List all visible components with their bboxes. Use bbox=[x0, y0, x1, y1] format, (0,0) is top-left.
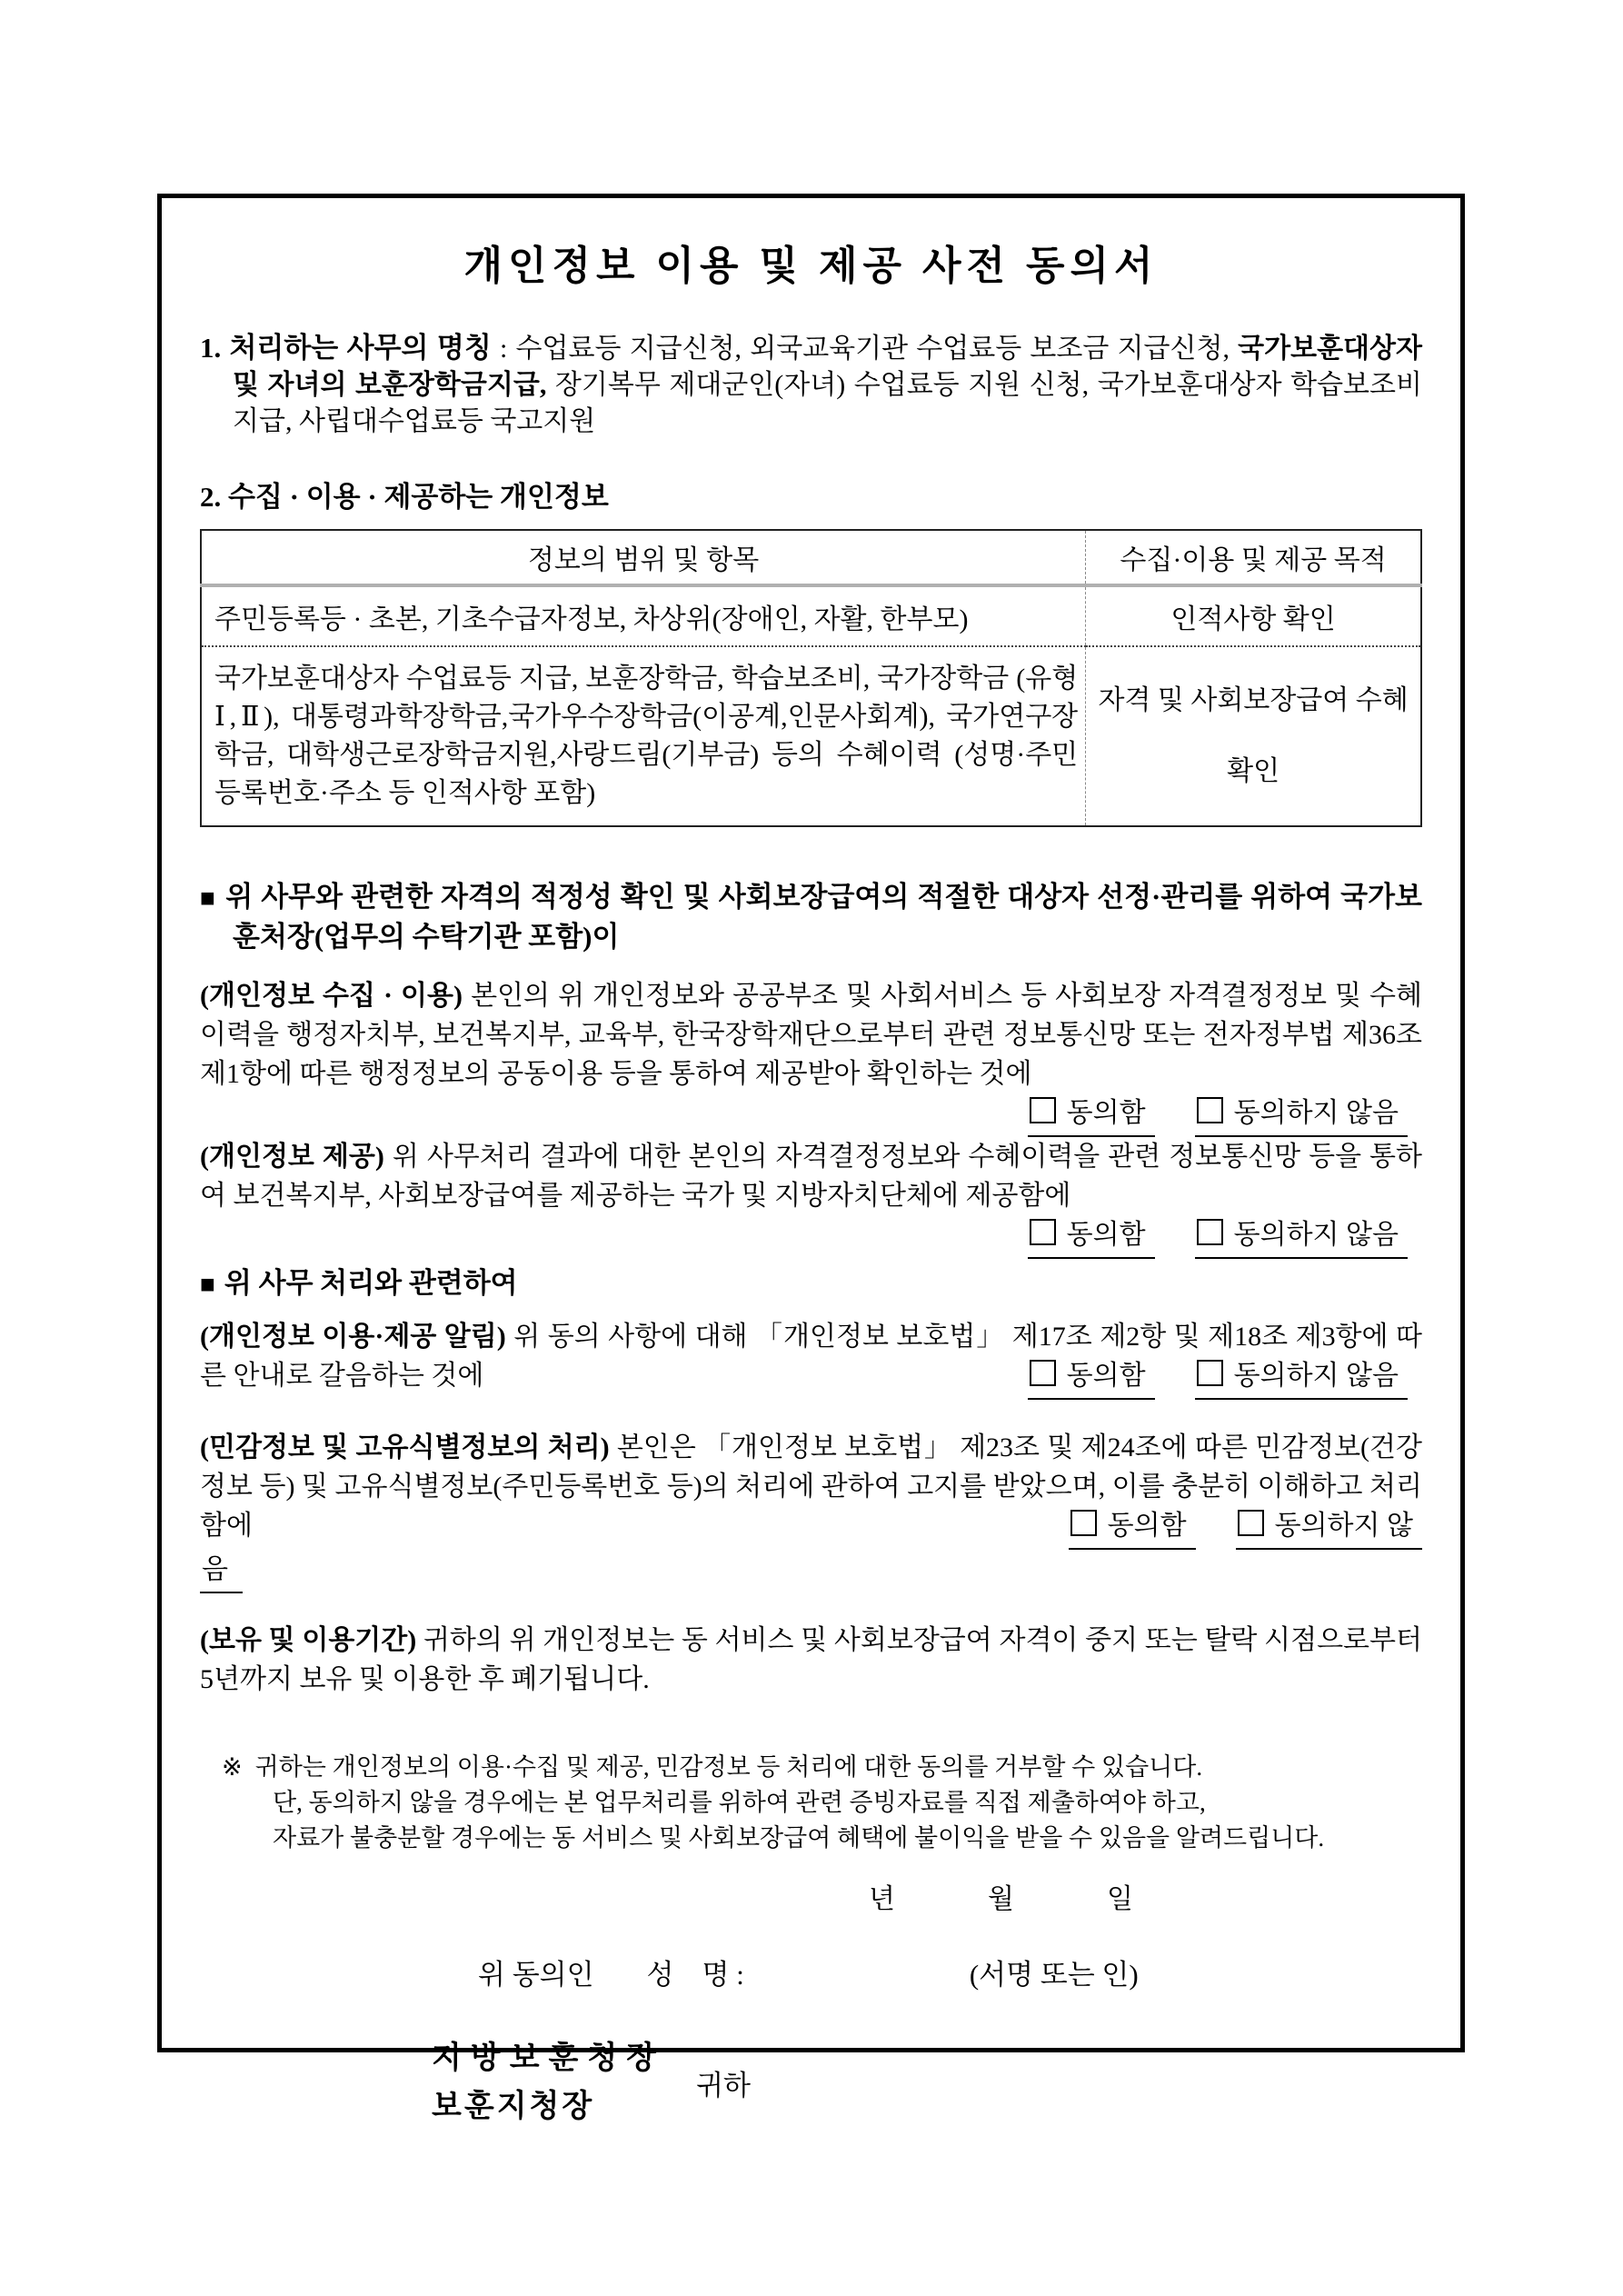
disagree-label: 동의하지 않음 bbox=[1233, 1220, 1399, 1251]
checkbox-icon[interactable] bbox=[1197, 1219, 1223, 1245]
checkbox-icon[interactable] bbox=[1030, 1219, 1056, 1245]
consent-provision-text: 위 사무처리 결과에 대한 본인의 자격결정정보와 수혜이력을 관련 정보통신망 등을 통하여 보건복지부, 사회보장급여를 제공하는 국가 및 지방자치단체에 제공함에 bbox=[200, 1142, 1422, 1212]
addressee-line-2: 보훈지청장 bbox=[432, 2089, 595, 2123]
personal-info-table bbox=[200, 529, 1422, 827]
disagree-option[interactable] bbox=[1195, 1356, 1408, 1400]
consent-notification-choices bbox=[1028, 1356, 1408, 1400]
section-1-text-bold: 국가보훈대상자 및 자녀의 보훈장학금지급, bbox=[233, 334, 1423, 401]
disagree-option[interactable] bbox=[1195, 1215, 1408, 1259]
consent-notification-label: (개인정보 이용·제공 알림) bbox=[200, 1322, 506, 1353]
agree-option[interactable] bbox=[1028, 1356, 1155, 1400]
consent-sensitive-info-paragraph bbox=[200, 1428, 1422, 1545]
block-a-heading-text: 위 사무와 관련한 자격의 적정성 확인 및 사회보장급여의 적절한 대상자 선정·관리를 위하여 국가보훈처장(업무의 수탁기관 포함)이 bbox=[225, 881, 1422, 953]
consent-sensitive-info-label: (민감정보 및 고유식별정보의 처리) bbox=[200, 1433, 610, 1463]
section-1-colon: : bbox=[491, 334, 516, 364]
section-1-text-b: 장기복무 제대군인(자녀) 수업료등 지원 신청, 국가보훈대상자 학습보조비 지급, 사립대수업료등 국고지원 bbox=[233, 370, 1422, 437]
consent-collection-use-choices bbox=[1028, 1093, 1408, 1137]
refusal-notice bbox=[200, 1750, 1422, 1856]
document-title: 개인정보 이용 및 제공 사전 동의서 bbox=[463, 244, 1159, 288]
agree-option[interactable] bbox=[1028, 1093, 1155, 1137]
consenter-label: 위 동의인 bbox=[478, 1959, 594, 1992]
retention-period-text: 귀하의 위 개인정보는 동 서비스 및 사회보장급여 자격이 중지 또는 탈락 시점으로부터 5년까지 보유 및 이용한 후 폐기됩니다. bbox=[200, 1625, 1422, 1695]
sign-or-seal-note: (서명 또는 인) bbox=[969, 1959, 1139, 1992]
section-2-heading-text: 수집 · 이용 · 제공하는 개인정보 bbox=[228, 481, 609, 514]
notice-line-1 bbox=[222, 1750, 1422, 1785]
section-2-number: 2. bbox=[200, 481, 222, 514]
retention-period-label: (보유 및 이용기간) bbox=[200, 1625, 417, 1656]
agree-option[interactable] bbox=[1069, 1506, 1196, 1550]
table-header-row bbox=[201, 530, 1421, 585]
section-1-heading: 처리하는 사무의 명칭 bbox=[229, 332, 492, 364]
row1-purpose-cell: 인적사항 확인 bbox=[1086, 585, 1421, 646]
square-bullet-icon: ■ bbox=[200, 884, 217, 913]
disagree-label: 동의하지 않음 bbox=[1233, 1098, 1399, 1129]
notice-line-2: 단, 동의하지 않을 경우에는 본 업무처리를 위하여 관련 증빙자료를 직접 제출하여야 하고, bbox=[273, 1789, 1206, 1817]
table-row bbox=[201, 646, 1421, 826]
day-label: 일 bbox=[1106, 1884, 1133, 1915]
document-border bbox=[157, 194, 1465, 2123]
agree-label: 동의함 bbox=[1107, 1511, 1187, 1542]
disagree-option[interactable] bbox=[1195, 1093, 1408, 1137]
name-field-label: 성 명 : bbox=[646, 1959, 744, 1992]
addressee-suffix: 귀하 bbox=[696, 2070, 751, 2102]
consent-collection-use-text: 본인의 위 개인정보와 공공부조 및 사회서비스 등 사회보장 자격결정정보 및 수혜이력을 행정자치부, 보건복지부, 교육부, 한국장학재단으로부터 관련 정보통신망 또는 전자정부법 제36조 제1항에 따른 행정정보의 공동이용 등을 통하여 제공받아 확인하는 것에 bbox=[200, 981, 1423, 1090]
table-row bbox=[201, 585, 1421, 646]
block-a-heading bbox=[200, 878, 1422, 956]
retention-period-paragraph bbox=[200, 1621, 1422, 1699]
row2-purpose-cell: 자격 및 사회보장급여 수혜 확인 bbox=[1086, 646, 1421, 826]
disagree-label-overflow-line bbox=[200, 1550, 1422, 1593]
column-header-purpose: 수집·이용 및 제공 목적 bbox=[1086, 530, 1421, 585]
consent-provision-choices bbox=[1028, 1215, 1408, 1259]
month-label: 월 bbox=[987, 1884, 1014, 1915]
notice-line-3: 자료가 불충분할 경우에는 동 서비스 및 사회보장급여 혜택에 불이익을 받을 수 있음을 알려드립니다. bbox=[273, 1824, 1325, 1852]
checkbox-icon[interactable] bbox=[1070, 1510, 1097, 1536]
agree-label: 동의함 bbox=[1066, 1361, 1146, 1392]
consent-collection-use-label: (개인정보 수집 · 이용) bbox=[200, 981, 463, 1012]
section-1 bbox=[200, 330, 1422, 440]
consent-sensitive-info-choices bbox=[1069, 1506, 1422, 1550]
square-bullet-icon: ■ bbox=[200, 1271, 215, 1300]
disagree-label-part1: 동의하지 않 bbox=[1274, 1511, 1413, 1542]
section-1-text-a: 수업료등 지급신청, 외국교육기관 수업료등 보조금 지급신청, bbox=[515, 334, 1239, 364]
checkbox-icon[interactable] bbox=[1238, 1510, 1264, 1536]
addressee-names bbox=[432, 2035, 665, 2131]
section-1-number: 1. bbox=[200, 332, 222, 364]
disagree-option[interactable] bbox=[1236, 1506, 1422, 1550]
addressee-block bbox=[200, 2035, 1422, 2131]
date-line bbox=[200, 1880, 1422, 1919]
consent-notification-text: 위 동의 사항에 대해 「개인정보 보호법」 제17조 제2항 및 제18조 제3항에 따른 안내로 갈음하는 것에 bbox=[200, 1322, 1422, 1392]
consent-provision-label: (개인정보 제공) bbox=[200, 1142, 384, 1173]
notice-line-1-text: 귀하는 개인정보의 이용·수집 및 제공, 민감정보 등 처리에 대한 동의를 거부할 수 있습니다. bbox=[254, 1753, 1203, 1782]
addressee-line-1: 지방보훈청장 bbox=[432, 2041, 666, 2076]
agree-label: 동의함 bbox=[1066, 1220, 1146, 1251]
checkbox-icon[interactable] bbox=[1030, 1097, 1056, 1123]
block-b-heading bbox=[200, 1264, 1422, 1304]
checkbox-icon[interactable] bbox=[1197, 1097, 1223, 1123]
agree-label: 동의함 bbox=[1066, 1098, 1146, 1129]
checkbox-icon[interactable] bbox=[1030, 1360, 1056, 1386]
disagree-label: 동의하지 않음 bbox=[1233, 1361, 1399, 1392]
row1-range-cell: 주민등록등 · 초본, 기초수급자정보, 차상위(장애인, 자활, 한부모) bbox=[201, 585, 1086, 646]
disagree-label-part2: 음 bbox=[200, 1550, 243, 1593]
consent-provision-paragraph bbox=[200, 1137, 1422, 1251]
checkbox-icon[interactable] bbox=[1197, 1360, 1223, 1386]
agree-option[interactable] bbox=[1028, 1215, 1155, 1259]
row2-range-cell: 국가보훈대상자 수업료등 지급, 보훈장학금, 학습보조비, 국가장학금 (유형Ⅰ,Ⅱ), 대통령과학장학금,국가우수장학금(이공계,인문사회계), 국가연구장학금, 대학생근로장학금지원,사랑드림(기부금) 등의 수혜이력 (성명·주민등록번호·주소 등 인적사항 포함) bbox=[214, 664, 1079, 809]
consent-notification-paragraph bbox=[200, 1317, 1422, 1395]
signature-line bbox=[200, 1955, 1422, 1995]
section-2-heading bbox=[200, 480, 1422, 514]
reference-mark-icon: ※ bbox=[222, 1753, 243, 1782]
block-b-heading-text: 위 사무 처리와 관련하여 bbox=[224, 1267, 518, 1300]
consent-collection-use-paragraph bbox=[200, 976, 1423, 1129]
year-label: 년 bbox=[869, 1884, 895, 1915]
column-header-range: 정보의 범위 및 항목 bbox=[201, 530, 1086, 585]
consent-sensitive-info-text: 본인은 「개인정보 보호법」 제23조 및 제24조에 따른 민감정보(건강정보 등) 및 고유식별정보(주민등록번호 등)의 처리에 관하여 고지를 받았으며, 이를 충분히 이해하고 처리함에 bbox=[200, 1433, 1422, 1542]
